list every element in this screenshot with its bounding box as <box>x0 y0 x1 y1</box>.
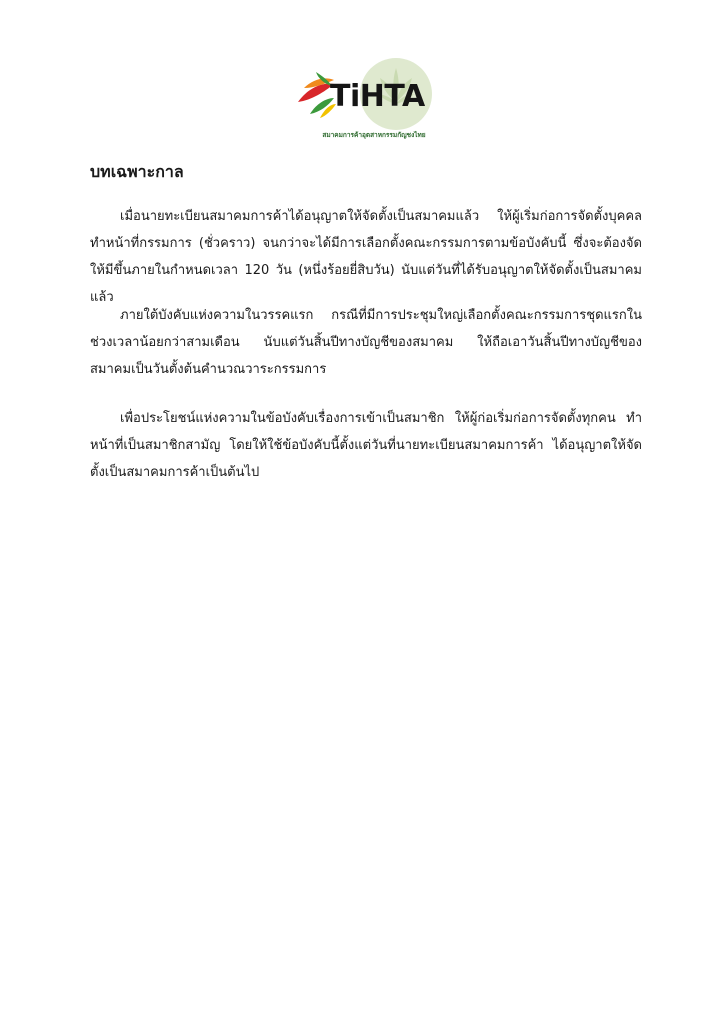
paragraph-founding-members: เพื่อประโยชน์แห่งความในข้อบังคับเรื่องการเข้าเป็นสมาชิก ให้ผู้ก่อเริ่มก่อการจัดตั้งทุกคน ทำหน้าที่เป็นสมาชิกสามัญ โดยให้ใช้ข้อบังคับนี้ตั้งแต่วันที่นายทะเบียนสมาคมการค้า ได้อนุญาตให้จัดตั้งเป็นสมาคมการค้าเป็นต้นไป <box>90 411 642 480</box>
section-heading: บทเฉพาะกาล <box>90 162 184 181</box>
tihta-logo <box>296 58 436 144</box>
paragraph-interim-committee: เมื่อนายทะเบียนสมาคมการค้าได้อนุญาตให้จัดตั้งเป็นสมาคมแล้ว ให้ผู้เริ่มก่อการจัดตั้งบุคคลทำหน้าที่กรรมการ (ชั่วคราว) จนกว่าจะได้มีการเลือกตั้งคณะกรรมการตามข้อบังคับนี้ ซึ่งจะต้องจัดให้มีขึ้นภายในกำหนดเวลา 120 วัน (หนึ่งร้อยยี่สิบวัน) นับแต่วันที่ได้รับอนุญาตให้จัดตั้งเป็นสมาคมแล้ว <box>90 209 642 305</box>
logo-tagline: สมาคมการค้าอุตสาหกรรมกัญชงไทย <box>322 131 426 139</box>
logo-wordmark: TiHTA <box>330 79 425 114</box>
paragraph-first-term-calculation: ภายใต้บังคับแห่งความในวรรคแรก กรณีที่มีการประชุมใหญ่เลือกตั้งคณะกรรมการชุดแรกในช่วงเวลาน้อยกว่าสามเดือน นับแต่วันสิ้นปีทางบัญชีของสมาคม ให้ถือเอาวันสิ้นปีทางบัญชีของสมาคมเป็นวันตั้งต้นคำนวณวาระกรรมการ <box>90 308 642 377</box>
